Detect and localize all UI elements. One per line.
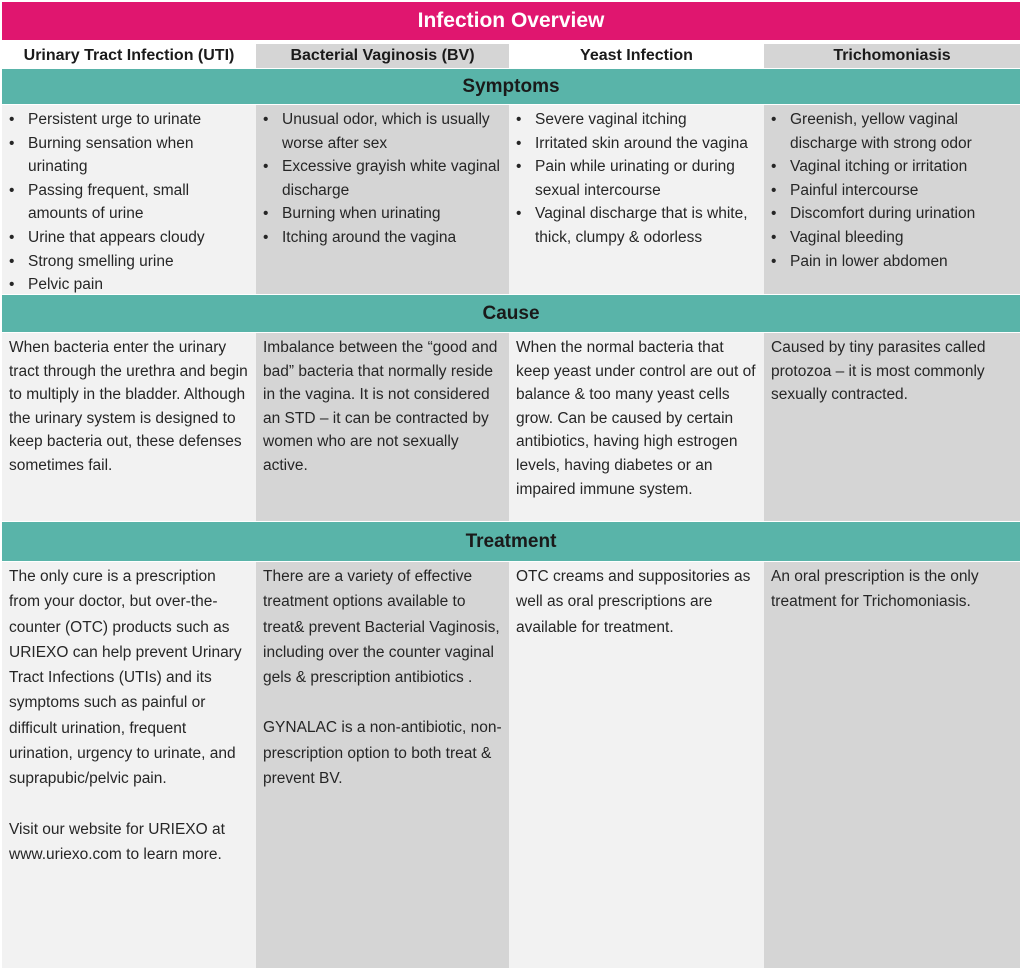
- list-item: • Vaginal bleeding: [771, 226, 1014, 250]
- list-item: • Urine that appears cloudy: [9, 226, 250, 250]
- list-item: • Strong smelling urine: [9, 250, 250, 274]
- list-item: • Severe vaginal itching: [516, 108, 758, 132]
- cause-cell-bv: Imbalance between the “good and bad” bacteria that normally reside in the vagina. It is not considered an STD – it can be contracted by women who are not sexually active.: [256, 333, 509, 521]
- list-item: • Burning when urinating: [263, 202, 503, 226]
- list-item: • Burning sensation when urinating: [9, 132, 250, 179]
- column-header-row: [2, 44, 1020, 68]
- list-item: • Passing frequent, small amounts of urine: [9, 179, 250, 226]
- cause-cell-uti: When bacteria enter the urinary tract through the urethra and begin to multiply in the bladder. Although the urinary system is designed to keep bacteria out, these defenses sometimes fail.: [2, 333, 256, 521]
- treatment-paragraph: The only cure is a prescription from your doctor, but over-the-counter (OTC) products such as URIEXO can help prevent Urinary Tract Infections (UTIs) and its symptoms such as painful or difficult urination, frequent urination, urgency to urinate, and suprapubic/pelvic pain.: [9, 568, 242, 788]
- treatment-paragraph: An oral prescription is the only treatment for Trichomoniasis.: [771, 568, 979, 611]
- treatment-paragraph: There are a variety of effective treatment options available to treat& prevent Bacterial Vaginosis, including over the counter vaginal gels & prescription antibiotics .: [263, 568, 500, 687]
- symptoms-cell-uti: [2, 105, 256, 294]
- treatment-row: [2, 562, 1020, 968]
- column-header-trich: Trichomoniasis: [764, 44, 1020, 68]
- treatment-paragraph: GYNALAC is a non-antibiotic, non-prescription option to both treat & prevent BV.: [263, 719, 502, 788]
- column-header-yeast: Yeast Infection: [509, 44, 764, 68]
- table-title: Infection Overview: [2, 2, 1020, 40]
- list-item: • Vaginal itching or irritation: [771, 155, 1014, 179]
- symptoms-list-bv: [263, 108, 503, 250]
- cause-cell-yeast: When the normal bacteria that keep yeast under control are out of balance & too many yeast cells grow. Can be caused by certain antibiotics, having high estrogen levels, having diabetes or an impaired immune system.: [509, 333, 764, 521]
- list-item: • Itching around the vagina: [263, 226, 503, 250]
- column-header-bv: Bacterial Vaginosis (BV): [256, 44, 509, 68]
- cause-row: [2, 333, 1020, 521]
- list-item: • Pain while urinating or during sexual intercourse: [516, 155, 758, 202]
- cause-cell-trich: Caused by tiny parasites called protozoa – it is most commonly sexually contracted.: [764, 333, 1020, 521]
- symptoms-row: [2, 105, 1020, 294]
- section-header-cause: Cause: [2, 295, 1020, 332]
- symptoms-cell-bv: [256, 105, 509, 294]
- list-item: • Unusual odor, which is usually worse after sex: [263, 108, 503, 155]
- symptoms-cell-yeast: [509, 105, 764, 294]
- treatment-cell-uti: [2, 562, 256, 968]
- list-item: • Persistent urge to urinate: [9, 108, 250, 132]
- treatment-cell-trich: [764, 562, 1020, 968]
- symptoms-list-yeast: [516, 108, 758, 250]
- list-item: • Pain in lower abdomen: [771, 250, 1014, 274]
- treatment-paragraph: Visit our website for URIEXO at www.uriexo.com to learn more.: [9, 820, 225, 863]
- symptoms-list-uti: [9, 108, 250, 297]
- symptoms-cell-trich: [764, 105, 1020, 294]
- section-header-treatment: Treatment: [2, 522, 1020, 561]
- treatment-paragraph: OTC creams and suppositories as well as oral prescriptions are available for treatment.: [516, 568, 751, 636]
- section-header-symptoms: Symptoms: [2, 69, 1020, 104]
- list-item: • Discomfort during urination: [771, 202, 1014, 226]
- column-header-uti: Urinary Tract Infection (UTI): [2, 44, 256, 68]
- list-item: • Greenish, yellow vaginal discharge with strong odor: [771, 108, 1014, 155]
- list-item: • Irritated skin around the vagina: [516, 132, 758, 156]
- list-item: • Vaginal discharge that is white, thick, clumpy & odorless: [516, 202, 758, 249]
- list-item: • Excessive grayish white vaginal discharge: [263, 155, 503, 202]
- treatment-cell-bv: [256, 562, 509, 968]
- list-item: • Painful intercourse: [771, 179, 1014, 203]
- symptoms-list-trich: [771, 108, 1014, 273]
- treatment-cell-yeast: [509, 562, 764, 968]
- list-item: • Pelvic pain: [9, 273, 250, 297]
